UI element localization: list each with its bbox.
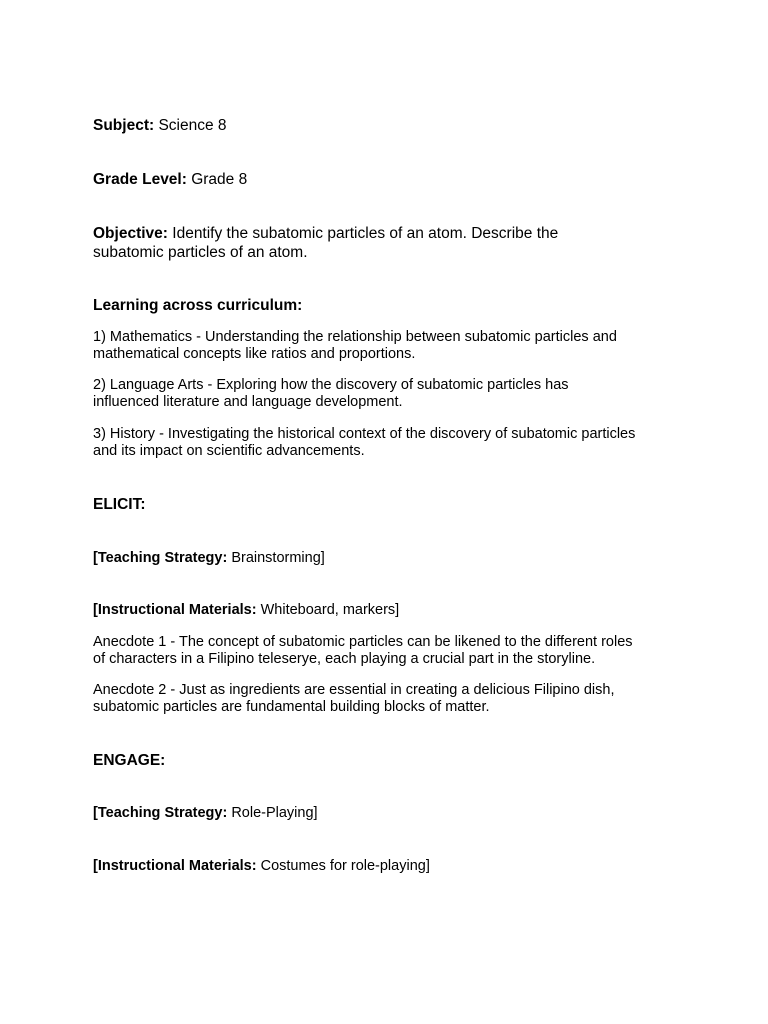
objective-text-2: subatomic particles of an atom.	[93, 244, 308, 261]
engage-materials-value: Costumes for role-playing]	[260, 858, 430, 874]
subject-value: Science 8	[158, 117, 227, 134]
curriculum-item-3-line-2: and its impact on scientific advancements.	[93, 443, 365, 459]
objective-text-1: Identify the subatomic particles of an atom. Describe the	[172, 225, 559, 242]
curriculum-item-3-line-1: 3) History - Investigating the historical context of the discovery of subatomic particles	[93, 426, 636, 442]
elicit-materials-value: Whiteboard, markers]	[260, 602, 400, 618]
elicit-materials-bracket: [	[93, 602, 98, 618]
objective-block	[93, 224, 693, 262]
subject-label: Subject:	[93, 117, 155, 134]
anecdote-1-line-1: Anecdote 1 - The concept of subatomic particles can be likened to the different roles	[93, 634, 633, 650]
elicit-strategy-line	[93, 550, 693, 567]
elicit-heading-text: ELICIT:	[93, 496, 146, 513]
grade-level-value: Grade 8	[191, 171, 248, 188]
anecdote-2-line-2: subatomic particles are fundamental building blocks of matter.	[93, 699, 490, 715]
engage-materials-label: Instructional Materials:	[97, 858, 257, 874]
grade-level-label: Grade Level:	[93, 171, 187, 188]
engage-materials-bracket: [	[93, 858, 98, 874]
engage-strategy-value: Role-Playing]	[231, 805, 318, 821]
curriculum-item-1-line-2: mathematical concepts like ratios and proportions.	[93, 346, 416, 362]
curriculum-item-3	[93, 426, 693, 460]
subject-line	[93, 116, 693, 135]
engage-heading-text: ENGAGE:	[93, 752, 166, 769]
curriculum-item-1	[93, 329, 693, 363]
elicit-materials-line	[93, 602, 693, 619]
anecdote-2	[93, 682, 693, 716]
elicit-strategy-bracket: [	[93, 550, 98, 566]
elicit-strategy-label: Teaching Strategy:	[97, 550, 228, 566]
engage-heading	[93, 751, 693, 770]
curriculum-item-2-line-2: influenced literature and language development.	[93, 394, 403, 410]
engage-materials-line	[93, 858, 693, 875]
engage-strategy-bracket: [	[93, 805, 98, 821]
elicit-heading	[93, 495, 693, 514]
engage-strategy-line	[93, 805, 693, 822]
learning-across-heading	[93, 296, 693, 315]
elicit-strategy-value: Brainstorming]	[231, 550, 325, 566]
curriculum-item-1-line-1: 1) Mathematics - Understanding the relationship between subatomic particles and	[93, 329, 617, 345]
curriculum-item-2	[93, 377, 693, 411]
elicit-materials-label: Instructional Materials:	[97, 602, 257, 618]
anecdote-1-line-2: of characters in a Filipino teleserye, each playing a crucial part in the storyline.	[93, 651, 596, 667]
objective-label: Objective:	[93, 225, 168, 242]
engage-strategy-label: Teaching Strategy:	[97, 805, 228, 821]
anecdote-1	[93, 634, 693, 668]
objective-line-1	[93, 224, 693, 243]
anecdote-2-line-1: Anecdote 2 - Just as ingredients are essential in creating a delicious Filipino dish,	[93, 682, 615, 698]
curriculum-item-2-line-1: 2) Language Arts - Exploring how the discovery of subatomic particles has	[93, 377, 569, 393]
learning-across-heading-text: Learning across curriculum:	[93, 297, 303, 314]
grade-level-line	[93, 170, 693, 189]
